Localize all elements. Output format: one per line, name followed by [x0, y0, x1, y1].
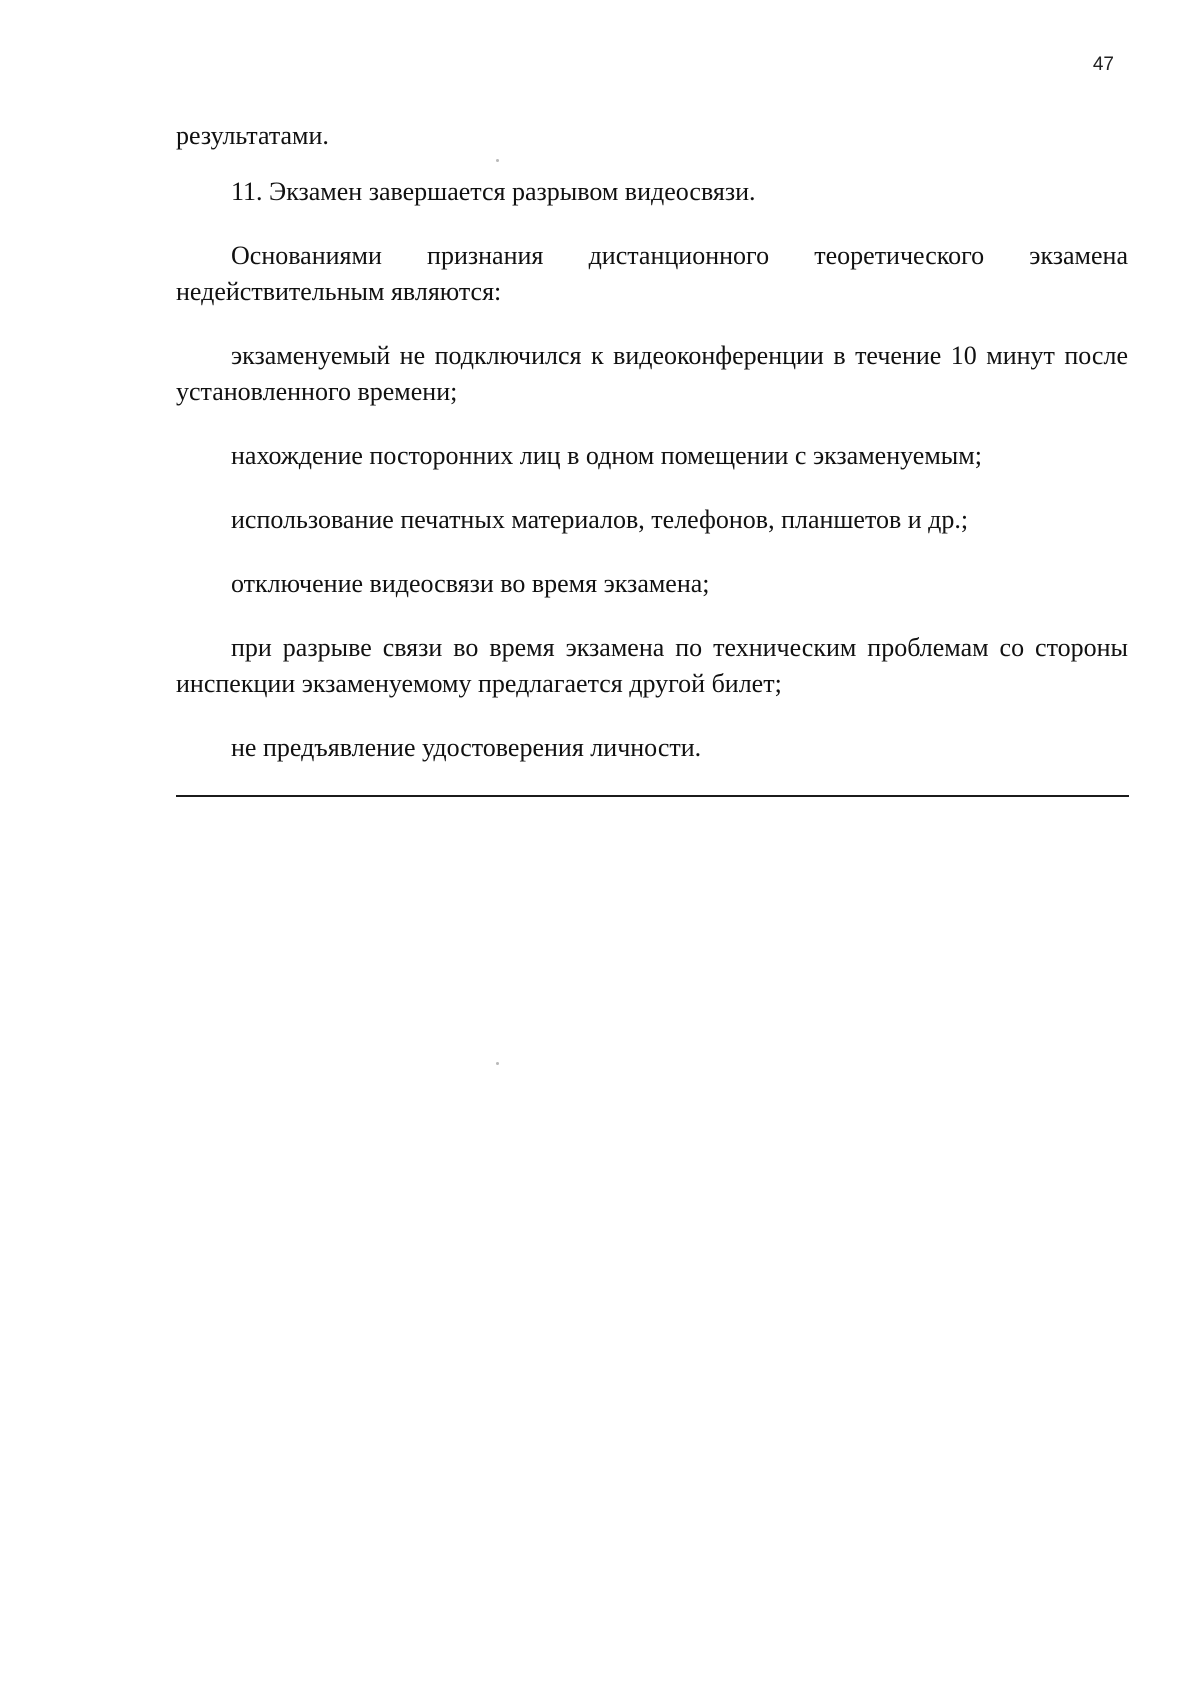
paragraph-ground-no-id: не предъявление удостоверения личности.	[231, 733, 702, 762]
paragraph-invalidity-grounds: Основаниями признания дистанционного теоретического экзамена недействительным являются:	[176, 241, 1128, 306]
paragraph-ground-materials: использование печатных материалов, телефонов, планшетов и др.;	[231, 505, 969, 534]
scan-speck	[496, 1062, 499, 1065]
paragraph-ground-video-off: отключение видеосвязи во время экзамена;	[231, 569, 710, 598]
paragraph-ground-connection-loss: при разрыве связи во время экзамена по техническим проблемам со стороны инспекции экзаменуемому предлагается другой билет;	[176, 633, 1128, 698]
document-body	[176, 118, 1128, 794]
paragraph-ground-not-connected: экзаменуемый не подключился к видеоконференции в течение 10 минут после установленного времени;	[176, 341, 1128, 406]
page-number: 47	[1092, 54, 1114, 75]
paragraph-continuation: результатами.	[176, 121, 329, 150]
scan-speck	[496, 159, 499, 162]
section-divider-line	[176, 795, 1129, 797]
paragraph-ground-outsiders: нахождение посторонних лиц в одном помещении с экзаменуемым;	[231, 441, 982, 470]
paragraph-item-11: 11. Экзамен завершается разрывом видеосвязи.	[231, 177, 756, 206]
